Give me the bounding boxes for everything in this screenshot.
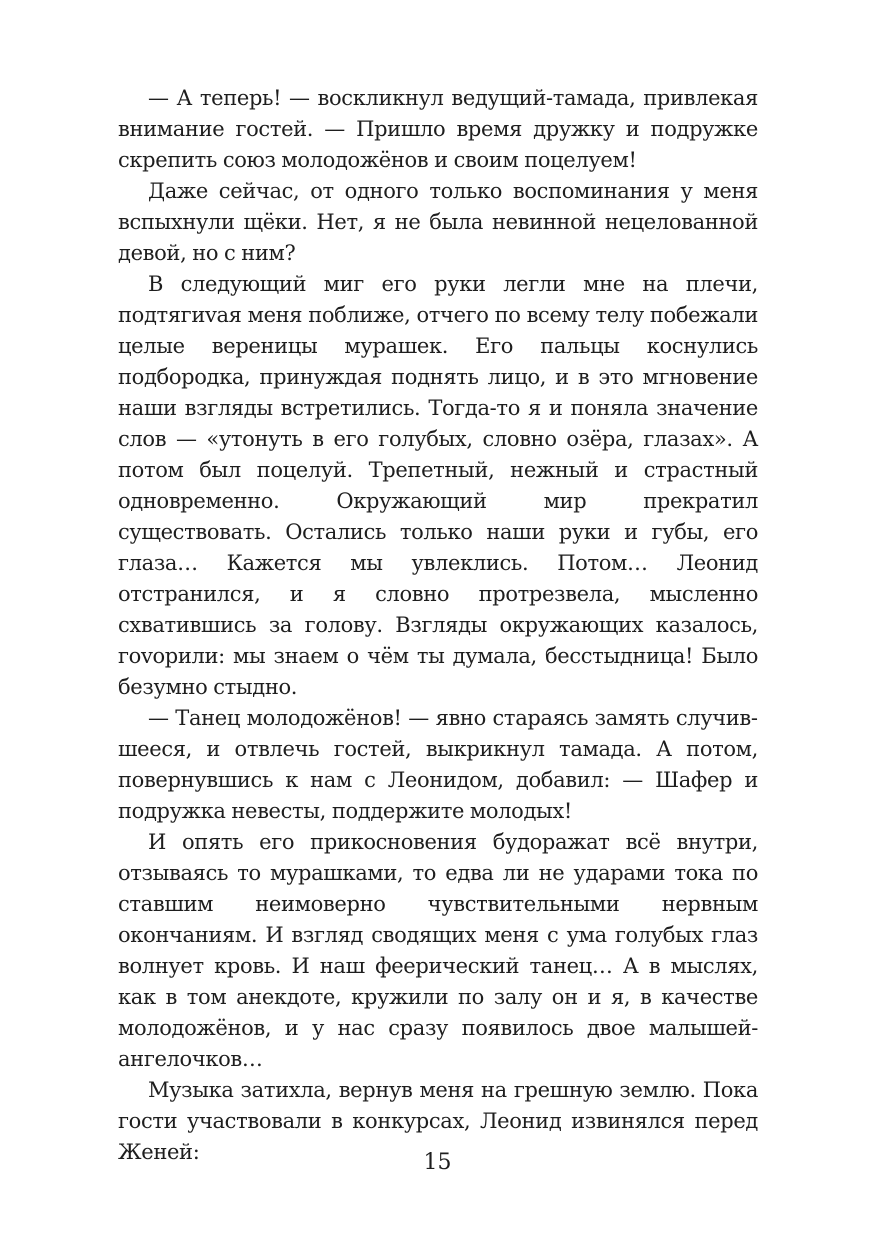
paragraph: Даже сейчас, от одного только воспоминания у меня вспыхнули щёки. Нет, я не была невинной нецелованной девой, но с ним? [118, 179, 758, 265]
paragraph: — А теперь! — воскликнул ведущий-тамада, привлекая внимание гостей. — Пришло время дружку и подружке скрепить союз молодожёнов и своим поцелуем! [118, 86, 758, 172]
page-number: 15 [423, 1150, 452, 1175]
paragraph: Музыка затихла, вернув меня на грешную землю. Пока гости участвовали в конкурсах, Леонид извинялся перед Женей: [118, 1078, 758, 1164]
paragraph: В следующий миг его руки легли мне на плечи, подтягиvая меня поближе, отчего по всему телу побежали целые вереницы мурашек. Его пальцы коснулись подбородка, принуждая поднять лицо, и в это мгновение наши взгляды встретились. Тогда-то я и поняла значение слов — «утонуть в его голубых, словно озёра, глазах». А потом был поцелуй. Трепетный, нежный и страстный одновременно. Окружающий мир прекратил существовать. Остались только наши руки и губы, его глаза… Кажется мы увлеклись. Потом… Леонид отстранился, и я словно протрезвела, мысленно схватившись за голову. Взгляды окружающих казалось, гоvорили: мы знаем о чём ты думала, бесстыдница! Было безумно стыдно. [118, 272, 758, 699]
paragraph: — Танец молодожёнов! — явно стараясь замять случившееся, и отвлечь гостей, выкрикнул тамада. А потом, повернувшись к нам с Леонидом, добавил: — Шафер и подружка невесты, поддержите молодых! [118, 706, 758, 823]
page-body [118, 83, 758, 1168]
paragraph: И опять его прикосновения будоражат всё внутри, отзываясь то мурашками, то едва ли не ударами тока по ставшим неимоверно чувствительными нервным окончаниям. И взгляд сводящих меня с ума голубых глаз волнует кровь. И наш феерический танец… А в мыслях, как в том анекдоте, кружили по залу он и я, в качестве молодожёнов, и у нас сразу появилось двое малышей-ангелочков… [118, 830, 758, 1071]
